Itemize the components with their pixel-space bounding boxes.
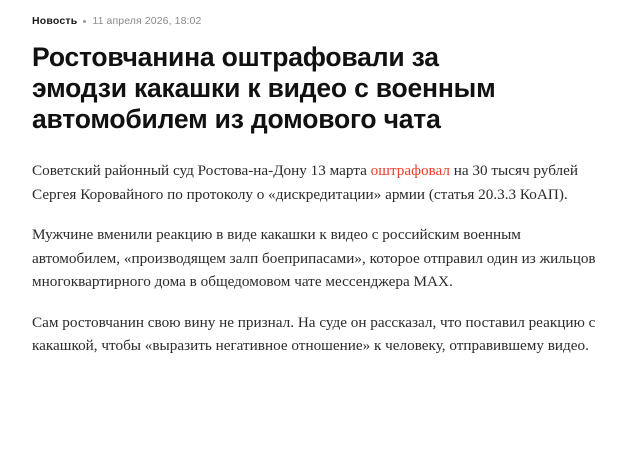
article-meta [32,14,606,28]
paragraph-text-before-link: Советский районный суд Ростова-на-Дону 13 марта [32,162,371,179]
article-category[interactable]: Новость [32,15,78,27]
article-paragraph-2: Мужчине вменили реакцию в виде какашки к видео с российским военным автомобилем, «производящем залп боеприпасами», которое отправил один из жильцов многоквартирного дома в общедомовом чате мессенджера MAX. [32,226,596,290]
meta-separator-dot [83,20,86,23]
article-body [32,159,606,358]
paragraph-text-after-link: на 30 тысяч рублей Сергея Коровайного по протоколу о «дискредитации» армии (статья 20.3.3 КоАП). [32,162,579,203]
article-date: 11 апреля 2026, 18:02 [92,15,202,27]
fine-link[interactable]: оштрафовал [370,162,450,179]
article-paragraph-1 [32,159,606,206]
article-paragraph-3: Сам ростовчанин свою вину не признал. На суде он рассказал, что поставил реакцию с какашкой, чтобы «выразить негативное отношение» к человеку, отправившему видео. [32,313,596,354]
page-title: Ростовчанина оштрафовали за эмодзи какашки к видео с военным автомобилем из домового чата [32,42,496,134]
